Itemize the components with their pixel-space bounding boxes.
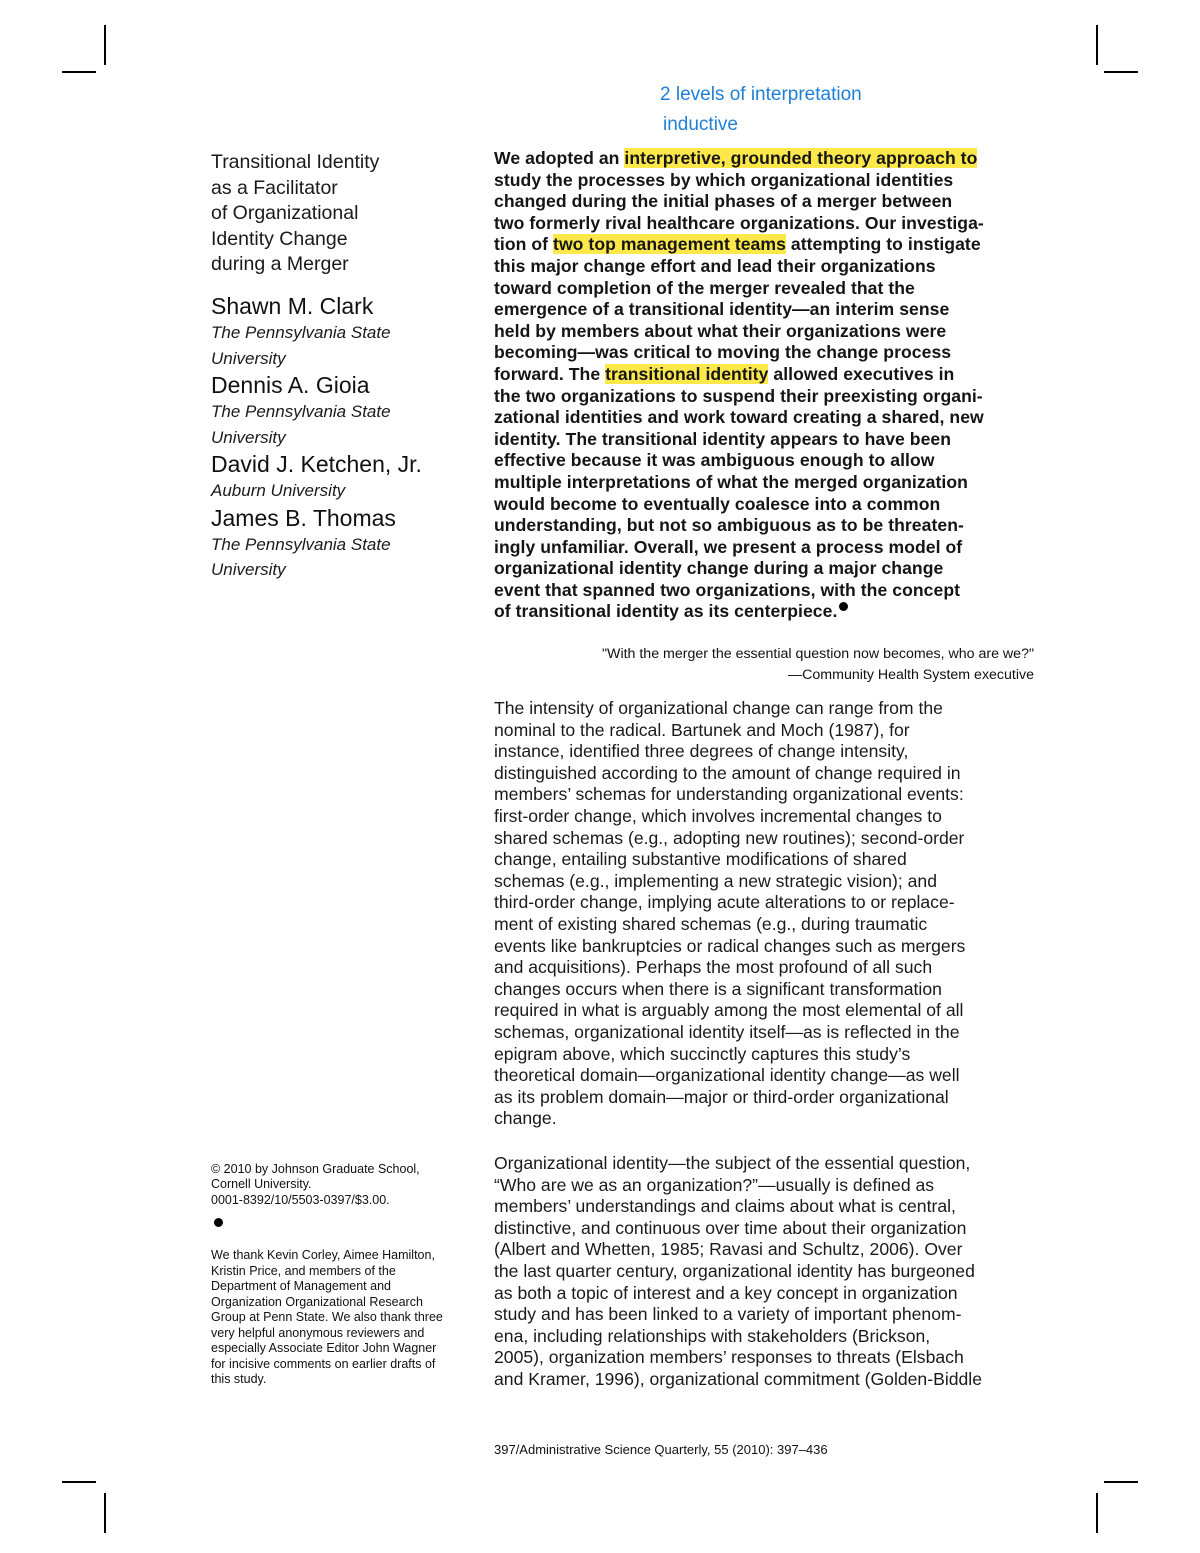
acknowledgement-line: Organization Organizational Research — [211, 1294, 423, 1309]
abstract-text: ingly unfamiliar. Overall, we present a process model of — [494, 536, 963, 557]
abstract-line — [494, 256, 1039, 278]
body-line: distinctive, and continuous over time about their organization — [494, 1217, 967, 1238]
title-line: during a Merger — [211, 253, 349, 275]
author-list — [211, 292, 481, 583]
abstract-line — [494, 321, 1039, 343]
body-line: Organizational identity—the subject of the essential question, — [494, 1153, 971, 1173]
abstract-text: We adopted an — [494, 148, 625, 168]
body-line: study and has been linked to a variety of important phenom- — [494, 1304, 962, 1325]
epigraph-source: —Community Health System executive — [787, 667, 1034, 683]
author-block — [211, 292, 481, 371]
abstract-text: forward. The — [494, 363, 606, 384]
abstract-line — [494, 278, 1039, 300]
author-affiliation: University — [211, 560, 286, 579]
body-line: theoretical domain—organizational identity change—as well — [494, 1065, 960, 1086]
abstract-text: held by members about what their organizations were — [494, 320, 947, 341]
abstract-text: changed during the initial phases of a merger between — [494, 191, 953, 212]
title-line: Identity Change — [211, 227, 348, 250]
abstract-line — [494, 364, 1039, 386]
body-line: and acquisitions). Perhaps the most profound of all such — [494, 957, 933, 978]
body-line: as both a topic of interest and a key concept in organization — [494, 1282, 958, 1303]
copyright-line: Cornell University. — [211, 1177, 312, 1192]
abstract-text: this major change effort and lead their organizations — [494, 255, 936, 276]
paper-title — [211, 150, 379, 278]
body-line: instance, identified three degrees of change intensity, — [494, 741, 909, 762]
abstract-text: organizational identity change during a major change — [494, 558, 944, 579]
body-paragraph-1 — [494, 698, 1039, 1130]
abstract-line — [494, 580, 1039, 602]
body-line: nominal to the radical. Bartunek and Moch (1987), for — [494, 719, 910, 740]
abstract-line — [494, 170, 1039, 192]
crop-mark — [104, 25, 106, 65]
author-block — [211, 371, 481, 450]
abstract-line — [494, 558, 1039, 580]
abstract-text: emergence of a transitional identity—an interim sense — [494, 299, 950, 320]
body-line: the last quarter century, organizational identity has burgeoned — [494, 1260, 975, 1281]
body-line: 2005), organization members’ responses to threats (Elsbach — [494, 1347, 964, 1368]
body-line: (Albert and Whetten, 1985; Ravasi and Schultz, 2006). Over — [494, 1239, 963, 1260]
abstract-text: becoming—was critical to moving the change process — [494, 342, 952, 363]
author-name: Dennis A. Gioia — [211, 372, 370, 398]
abstract-line — [494, 515, 1039, 537]
body-line: ena, including relationships with stakeholders (Brickson, — [494, 1325, 931, 1346]
abstract-text: zational identities and work toward creating a shared, new — [494, 407, 984, 428]
body-line: change, entailing substantive modifications of shared — [494, 849, 907, 870]
body-line: “Who are we as an organization?”—usually is defined as — [494, 1174, 935, 1195]
body-line: The intensity of organizational change can range from the — [494, 698, 943, 718]
acknowledgements — [211, 1248, 471, 1388]
abstract-line — [494, 494, 1039, 516]
abstract-line — [494, 601, 1039, 623]
abstract-text: understanding, but not so ambiguous as to be threaten- — [494, 515, 964, 536]
body-line: schemas (e.g., implementing a new strategic vision); and — [494, 870, 937, 891]
copyright-note — [211, 1162, 461, 1208]
copyright-line: 0001-8392/10/5503-0397/$3.00. — [211, 1192, 390, 1207]
title-line: of Organizational — [211, 202, 359, 224]
acknowledgement-line: We thank Kevin Corley, Aimee Hamilton, — [211, 1248, 435, 1262]
crop-mark — [1096, 1493, 1098, 1533]
abstract-line — [494, 191, 1039, 213]
crop-mark — [1096, 25, 1098, 65]
author-affiliation: University — [211, 427, 286, 447]
abstract — [494, 148, 1039, 623]
author-name: Shawn M. Clark — [211, 293, 374, 319]
abstract-text: two formerly rival healthcare organizations. Our investiga- — [494, 212, 984, 233]
abstract-line — [494, 429, 1039, 451]
crop-mark — [62, 1481, 96, 1483]
bullet-icon — [214, 1218, 223, 1227]
acknowledgement-line: especially Associate Editor John Wagner — [211, 1341, 437, 1355]
body-paragraph-2 — [494, 1153, 1039, 1391]
crop-mark — [1104, 1481, 1138, 1483]
copyright-line: © 2010 by Johnson Graduate School, — [211, 1162, 420, 1176]
abstract-text: multiple interpretations of what the merged organization — [494, 471, 968, 492]
body-line: members’ schemas for understanding organizational events: — [494, 784, 964, 805]
body-line: required in what is arguably among the most elemental of all — [494, 1000, 964, 1021]
abstract-text: effective because it was ambiguous enough to allow — [494, 450, 935, 471]
abstract-text: the two organizations to suspend their preexisting organi- — [494, 385, 983, 406]
author-affiliation: The Pennsylvania State — [211, 323, 391, 342]
author-block — [211, 504, 481, 583]
abstract-text: identity. The transitional identity appears to have been — [494, 428, 952, 449]
author-affiliation: Auburn University — [211, 481, 346, 500]
author-affiliation: University — [211, 348, 286, 368]
crop-mark — [1104, 71, 1138, 73]
abstract-text: study the processes by which organizational identities — [494, 169, 954, 190]
body-line: as its problem domain—major or third-order organizational — [494, 1086, 949, 1107]
body-line: third-order change, implying acute alterations to or replace- — [494, 892, 955, 913]
title-line: as a Facilitator — [211, 176, 338, 199]
annotation-levels: 2 levels of interpretation — [660, 84, 862, 105]
body-line: schemas, organizational identity itself—as is reflected in the — [494, 1021, 960, 1042]
highlighted-text: two top management teams — [553, 234, 786, 255]
body-line: distinguished according to the amount of change required in — [494, 762, 961, 783]
author-block — [211, 450, 481, 504]
body-line: change. — [494, 1108, 557, 1129]
abstract-line — [494, 234, 1039, 256]
annotation-inductive: inductive — [663, 114, 738, 135]
body-line: and Kramer, 1996), organizational commitment (Golden-Biddle — [494, 1368, 982, 1389]
acknowledgement-line: very helpful anonymous reviewers and — [211, 1325, 425, 1340]
body-line: shared schemas (e.g., adopting new routines); second-order — [494, 827, 965, 848]
body-line: first-order change, which involves incremental changes to — [494, 805, 942, 826]
author-affiliation: The Pennsylvania State — [211, 534, 391, 554]
page-footer: 397/Administrative Science Quarterly, 55 (2010): 397–436 — [494, 1442, 828, 1457]
title-line: Transitional Identity — [211, 151, 380, 173]
body-line: changes occurs when there is a significant transformation — [494, 978, 942, 999]
highlighted-text: transitional identity — [605, 363, 769, 384]
acknowledgement-line: Kristin Price, and members of the — [211, 1263, 396, 1278]
abstract-text: tion of — [494, 234, 554, 255]
crop-mark — [104, 1493, 106, 1533]
end-mark-icon — [839, 602, 848, 611]
acknowledgement-line: Department of Management and — [211, 1279, 391, 1293]
author-name: David J. Ketchen, Jr. — [211, 451, 422, 477]
abstract-text: would become to eventually coalesce into a common — [494, 493, 941, 514]
epigraph-quote: "With the merger the essential question now becomes, who are we?" — [602, 646, 1034, 662]
abstract-text: event that spanned two organizations, with the concept — [494, 579, 961, 600]
abstract-text: allowed executives in — [768, 363, 955, 384]
highlighted-text: interpretive, grounded theory approach to — [624, 148, 978, 168]
body-line: members’ understandings and claims about what is central, — [494, 1196, 956, 1217]
author-name: James B. Thomas — [211, 504, 396, 531]
abstract-line — [494, 148, 1039, 170]
abstract-line — [494, 407, 1039, 429]
abstract-line — [494, 386, 1039, 408]
abstract-line — [494, 472, 1039, 494]
abstract-line — [494, 299, 1039, 321]
epigraph — [602, 644, 1034, 686]
abstract-text: of transitional identity as its centerpiece. — [494, 601, 838, 622]
abstract-line — [494, 537, 1039, 559]
abstract-line — [494, 450, 1039, 472]
body-line: ment of existing shared schemas (e.g., during traumatic — [494, 913, 928, 934]
crop-mark — [62, 71, 96, 73]
acknowledgement-line: for incisive comments on earlier drafts of — [211, 1356, 436, 1371]
abstract-text: attempting to instigate — [785, 234, 981, 255]
acknowledgement-line: Group at Penn State. We also thank three — [211, 1310, 443, 1324]
body-line: events like bankruptcies or radical changes such as mergers — [494, 935, 966, 956]
abstract-line — [494, 342, 1039, 364]
acknowledgement-line: this study. — [211, 1372, 267, 1386]
body-line: epigram above, which succinctly captures this study’s — [494, 1043, 911, 1064]
abstract-line — [494, 213, 1039, 235]
author-affiliation: The Pennsylvania State — [211, 402, 391, 421]
abstract-text: toward completion of the merger revealed that the — [494, 277, 915, 298]
